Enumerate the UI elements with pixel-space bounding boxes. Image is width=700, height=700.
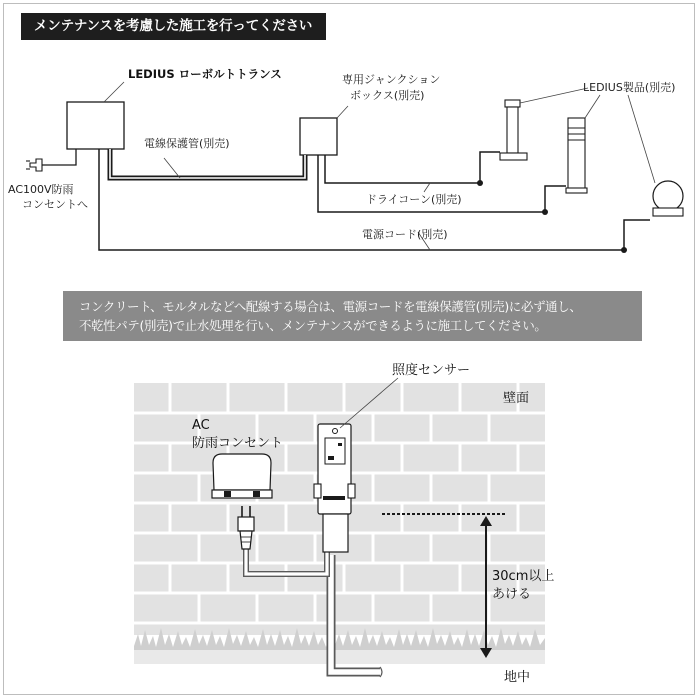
ac-outlet-box <box>212 454 272 498</box>
conduit-label: 電線保護管(別売) <box>144 137 230 150</box>
wall-label: 壁面 <box>503 391 530 406</box>
junction-label-2: ボックス(別売) <box>350 89 425 102</box>
note-line-1: コンクリート、モルタルなどへ配線する場合は、電源コードを電線保護管(別売)に必ず通し、 <box>79 299 582 314</box>
height-label-1: 30cm以上 <box>492 569 555 584</box>
transformer-leader <box>104 82 124 102</box>
products-label: LEDIUS製品(別売) <box>583 81 676 94</box>
ac-label-1: AC <box>192 418 210 433</box>
junction-dot <box>621 247 627 253</box>
ac-label-2: 防雨コンセント <box>192 436 284 451</box>
ac-outlet-label-1: AC100V防雨 <box>8 183 74 196</box>
conduit-leader <box>164 158 180 178</box>
ac-plug-icon <box>30 159 42 171</box>
ac-wire <box>42 149 76 165</box>
ground-label: 地中 <box>504 670 531 685</box>
note-line-2: 不乾性パテ(別売)で止水処理を行い、メンテナンスができるように施工してください。 <box>79 318 547 333</box>
ac-outlet-label-2: コンセントへ <box>22 198 88 211</box>
transformer-box <box>67 102 124 149</box>
conduit-pipe <box>110 149 305 178</box>
junction-label-1: 専用ジャンクション <box>342 73 441 86</box>
power-cord-label: 電源コード(別売) <box>362 228 448 241</box>
junction-dot <box>542 209 548 215</box>
globe-light <box>653 181 683 216</box>
sensor-label: 照度センサー <box>392 363 471 378</box>
header-banner: メンテナンスを考慮した施工を行ってください <box>21 13 326 40</box>
height-label-2: あける <box>492 587 532 602</box>
junction-dot <box>477 180 483 186</box>
junction-cord-1 <box>325 152 500 183</box>
junction-leader <box>337 106 348 118</box>
bollard-light-1 <box>500 100 527 160</box>
note-banner <box>63 291 642 341</box>
dry-cone-label: ドライコーン(別売) <box>366 193 462 206</box>
junction-box <box>300 118 337 155</box>
transformer-label: LEDIUS ローボルトトランス <box>128 67 282 81</box>
bollard-light-2 <box>566 118 587 193</box>
